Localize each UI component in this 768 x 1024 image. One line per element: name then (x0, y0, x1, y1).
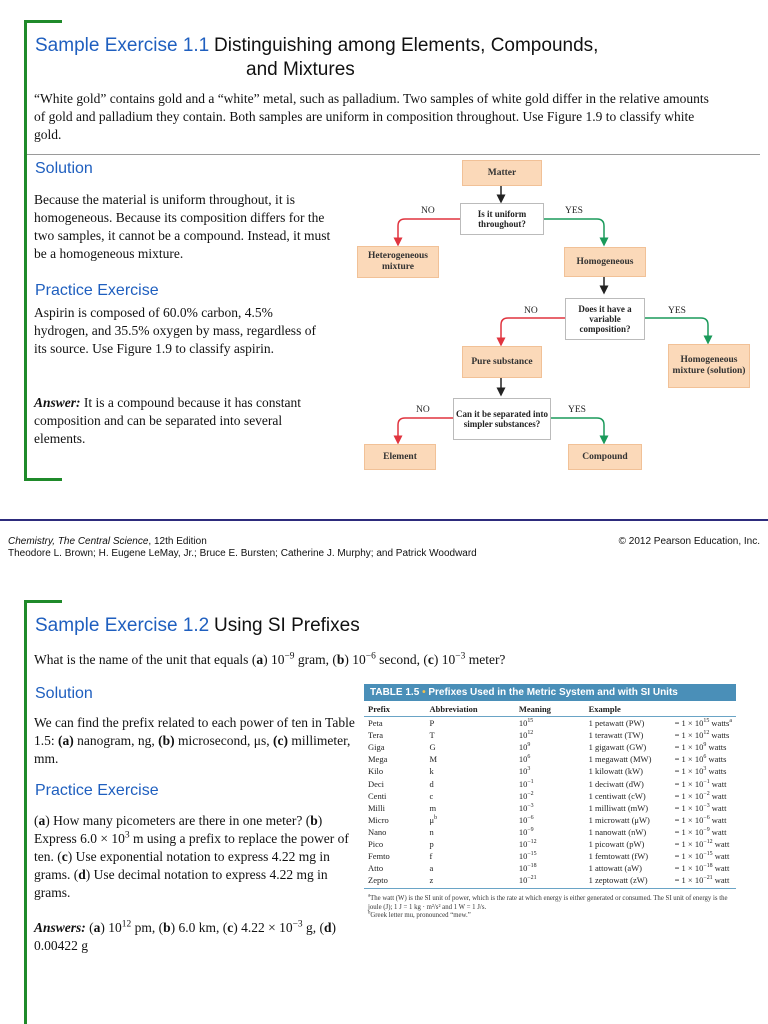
top-accent-tick-2 (24, 600, 62, 603)
solution-heading-2: Solution (35, 685, 93, 702)
slide2-title (35, 614, 360, 638)
solution-heading: Solution (35, 160, 93, 177)
sol2-part4: microsecond, μs, (174, 733, 273, 748)
table-row (364, 838, 736, 850)
footer-authors: Theodore L. Brown; H. Eugene LeMay, Jr.; Bruce E. Bursten; Catherine J. Murphy; and Patrick Woodward (8, 548, 477, 559)
answer-label: Answer: (34, 395, 81, 410)
table-row (364, 753, 736, 765)
label-yes-2: YES (668, 306, 686, 316)
footer-copyright: © 2012 Pearson Education, Inc. (618, 536, 760, 547)
footnote-a: $^a$The watt (W) is the SI unit of power, which is the rate at which energy is either generated or consumed. The SI unit of energy is the joule (J); 1 J = 1 kg · m²/s² and 1 W = 1 J/s. (368, 894, 728, 911)
exercise-title-line2: and Mixtures (246, 59, 355, 80)
arrow-q3-yes (549, 418, 604, 440)
arrow-q3-no (398, 418, 453, 440)
table-row (364, 850, 736, 862)
question: What is the name of the unit that equals (a) $10^{-9}$ gram, (b) $10^{-6}$ second, (c) $10^{-3}$ meter? (34, 651, 506, 667)
cell-meaning: $10^{15}$ (518, 718, 534, 729)
label-no-3: NO (416, 405, 430, 415)
node-q-variable: Does it have a variable composition? (565, 298, 645, 340)
cell-abbreviation: a (429, 863, 434, 874)
label-yes-1: YES (565, 206, 583, 216)
cell-prefix: Zepto (368, 875, 388, 886)
cell-meaning: $10^{-1}$ (518, 778, 534, 789)
arrow-q1-yes (543, 219, 604, 242)
cell-prefix: Micro (368, 814, 389, 825)
answers-2: Answers: (a) $10^{12}$ pm, (b) 6.0 km, (c) $4.22 \times 10^{-3}$ g, (d) 0.00422 g (34, 919, 337, 953)
table-caption: Prefixes Used in the Metric System and with SI Units (428, 687, 678, 698)
cell-meaning: $10^3$ (518, 766, 531, 777)
table-row (364, 777, 736, 789)
cell-abbreviation: P (429, 718, 435, 729)
cell-meaning: $10^{-18}$ (518, 863, 537, 874)
col-meaning: Meaning (515, 701, 585, 717)
cell-prefix: Nano (368, 826, 387, 837)
footer-edition: , 12th Edition (148, 536, 207, 547)
cell-abbreviation: z (429, 875, 434, 886)
table-row (364, 814, 736, 826)
node-q-uniform: Is it uniform throughout? (460, 203, 544, 235)
cell-meaning: $10^6$ (518, 754, 531, 765)
node-heterogeneous: Heterogeneous mixture (357, 246, 439, 278)
cell-example: 1 milliwatt $(mW) = 1 \times 10^{-3}$ watt (588, 802, 727, 813)
sol2-part2: nanogram, ng, (73, 733, 159, 748)
node-homogeneous-solution: Homogeneous mixture (solution) (668, 344, 750, 388)
table-row (364, 790, 736, 802)
table-row (364, 717, 736, 730)
footnote-b: $^b$Greek letter mu, pronounced “mew.” (368, 911, 471, 920)
arrow-q1-no (398, 219, 460, 242)
col-prefix: Prefix (364, 701, 426, 717)
cell-abbreviation: c (429, 790, 434, 801)
problem-statement: “White gold” contains gold and a “white” metal, such as palladium. Two samples of white gold differ in the relative amounts of gold and palladium they contain. Both samples are uniform in composition throughout. Use Figure 1.9 to classify white gold. (34, 91, 709, 142)
cell-meaning: $10^{-2}$ (518, 790, 534, 801)
cell-abbreviation: T (429, 730, 435, 741)
cell-prefix: Kilo (368, 766, 384, 777)
cell-abbreviation: p (429, 838, 434, 849)
label-yes-3: YES (568, 405, 586, 415)
cell-prefix: Femto (368, 851, 390, 862)
cell-example: 1 kilowatt $(kW) = 1 \times 10^3$ watts (588, 766, 727, 777)
table-row (364, 765, 736, 777)
cell-example: 1 nanowatt $(nW) = 1 \times 10^{-9}$ watt (588, 826, 727, 837)
cell-example: 1 deciwatt $(dW) = 1 \times 10^{-1}$ watt (588, 778, 727, 789)
exercise-title-2: Using SI Prefixes (214, 615, 360, 636)
label-no-1: NO (421, 206, 435, 216)
solution-text: Because the material is uniform throughout, it is homogeneous. Because its composition differs for the two samples, it cannot be a compound. Instead, it must be a homogeneous mixture. (34, 192, 331, 261)
cell-prefix: Atto (368, 863, 384, 874)
table-row (364, 729, 736, 741)
answer-body: It is a compound because it has constant composition and can be separated into several elements. (34, 395, 301, 446)
cell-abbreviation: n (429, 826, 434, 837)
footer-book-title: Chemistry, The Central Science (8, 536, 149, 547)
cell-prefix: Milli (368, 802, 386, 813)
footer-citation (8, 536, 608, 560)
sol2-c: (c) (272, 733, 288, 748)
arrow-q2-no (501, 318, 565, 342)
sol2-b: (b) (158, 733, 175, 748)
left-accent-bar-2 (24, 600, 27, 1024)
node-pure-substance: Pure substance (462, 346, 542, 378)
cell-prefix: Peta (368, 718, 383, 729)
cell-abbreviation: d (429, 778, 434, 789)
label-no-2: NO (524, 306, 538, 316)
cell-example: 1 zeptowatt $(zW) = 1 \times 10^{-21}$ watt (588, 875, 730, 886)
cell-meaning: $10^{-3}$ (518, 802, 534, 813)
cell-example: 1 terawatt $(TW) = 1 \times 10^{12}$ watts (588, 730, 730, 741)
col-abbreviation: Abbreviation (426, 701, 515, 717)
cell-prefix: Giga (368, 742, 385, 753)
table-row (364, 826, 736, 838)
cell-prefix: Deci (368, 778, 385, 789)
cell-prefix: Mega (368, 754, 388, 765)
table-row (364, 741, 736, 753)
cell-abbreviation: k (429, 766, 434, 777)
practice-text: Aspirin is composed of 60.0% carbon, 4.5% hydrogen, and 35.5% oxygen by mass, regardless of its source. Use Figure 1.9 to classify aspirin. (34, 305, 316, 356)
answers-label: Answers: (34, 920, 86, 935)
cell-meaning: $10^{-15}$ (518, 851, 537, 862)
footer-rule (0, 519, 768, 521)
sol2-part0: We can find the prefix related to each power of ten in Table 1.5: (34, 715, 355, 748)
cell-meaning: $10^{-9}$ (518, 826, 534, 837)
prefix-table (364, 701, 736, 886)
table-1-5 (364, 684, 736, 921)
node-homogeneous: Homogeneous (564, 247, 646, 277)
node-matter: Matter (462, 160, 542, 186)
cell-abbreviation: m (429, 802, 437, 813)
cell-example: 1 petawatt $(PW) = 1 \times 10^{15}$ watts$^a$ (588, 718, 732, 729)
cell-abbreviation: G (429, 742, 436, 753)
cell-example: 1 megawatt $(MW) = 1 \times 10^6$ watts (588, 754, 727, 765)
question-intro: What is the name of the unit that equals (34, 652, 249, 667)
node-element: Element (364, 444, 436, 470)
table-row (364, 862, 736, 874)
col-example: Example (585, 701, 736, 717)
cell-meaning: $10^{-21}$ (518, 875, 537, 886)
cell-meaning: $10^{-12}$ (518, 838, 537, 849)
cell-example: 1 picowatt $(pW) = 1 \times 10^{-12}$ watt (588, 838, 730, 849)
cell-meaning: $10^{12}$ (518, 730, 534, 741)
cell-meaning: $10^{-6}$ (518, 814, 534, 825)
cell-prefix: Pico (368, 838, 384, 849)
cell-abbreviation: $\mu^b$ (429, 814, 438, 825)
table-label: TABLE 1.5 (370, 687, 420, 698)
cell-abbreviation: f (429, 851, 433, 862)
node-compound: Compound (568, 444, 642, 470)
arrow-q2-yes (644, 318, 708, 340)
cell-example: 1 microwatt $(\mu W) = 1 \times 10^{-6}$ watt (588, 814, 727, 825)
table-row (364, 874, 736, 886)
cell-example: 1 attowatt $(aW) = 1 \times 10^{-18}$ watt (588, 863, 730, 874)
cell-abbreviation: M (429, 754, 438, 765)
solution-text-2 (34, 714, 356, 768)
table-row (364, 802, 736, 814)
cell-prefix: Tera (368, 730, 383, 741)
table-header-bar: TABLE 1.5 • Prefixes Used in the Metric System and with SI Units (364, 684, 736, 701)
cell-example: 1 gigawatt $(GW) = 1 \times 10^9$ watts (588, 742, 727, 753)
table-footnotes (364, 889, 736, 921)
practice-text-2: (a) How many picometers are there in one meter? (b) Express $6.0 \times 10^3$ m using a prefix to replace the power of ten. (c) Use exponential notation to express 4.22 mg in grams. (d) Use decimal notation to express 4.22 mg in grams. (34, 813, 349, 900)
sol2-part6: millimeter, mm. (34, 733, 351, 766)
node-q-separated: Can it be separated into simpler substances? (453, 398, 551, 440)
cell-example: 1 femtowatt $(fW) = 1 \times 10^{-15}$ watt (588, 851, 730, 862)
exercise-label: Sample Exercise 1.1 (35, 35, 210, 56)
exercise-label-2: Sample Exercise 1.2 (35, 615, 210, 636)
sol2-a: (a) (58, 733, 74, 748)
practice-heading: Practice Exercise (35, 282, 159, 299)
cell-meaning: $10^9$ (518, 742, 531, 753)
cell-prefix: Centi (368, 790, 387, 801)
table-column-headers (364, 701, 736, 717)
cell-example: 1 centiwatt $(cW) = 1 \times 10^{-2}$ watt (588, 790, 727, 801)
exercise-title-line1: Distinguishing among Elements, Compounds, (214, 35, 599, 56)
practice-heading-2: Practice Exercise (35, 782, 159, 799)
